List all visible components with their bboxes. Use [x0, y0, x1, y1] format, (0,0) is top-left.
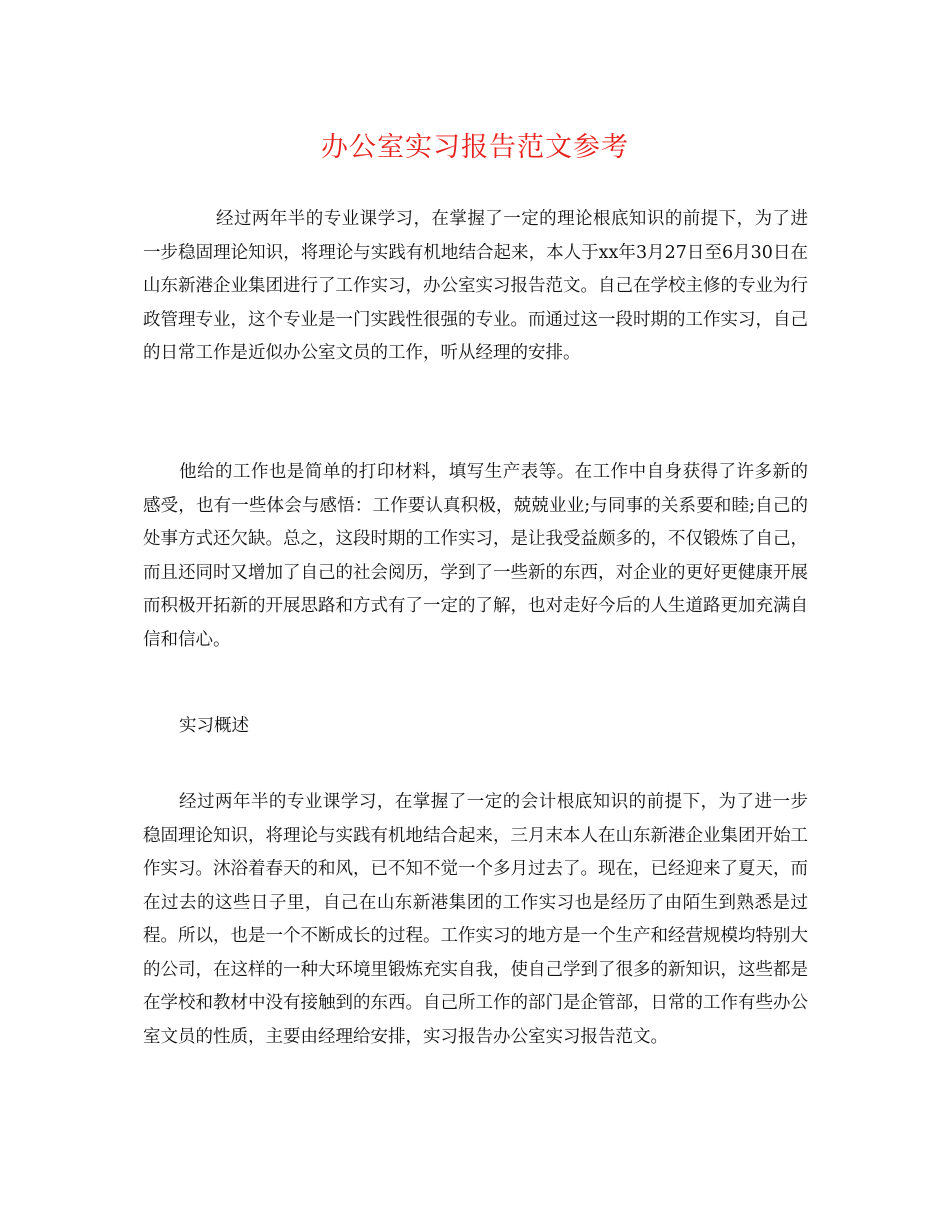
- paragraph-work-experience: 他给的工作也是简单的打印材料，填写生产表等。在工作中自身获得了许多新的感受，也有一些体会与感悟：工作要认真积极，兢兢业业;与同事的关系要和睦;自己的处事方式还欠缺。总之，这段时期的工作实习，是让我受益颇多的，不仅锻炼了自己，而且还同时又增加了自己的社会阅历，学到了一些新的东西，对企业的更好更健康开展而积极开拓新的开展思路和方式有了一定的了解，也对走好今后的人生道路更加充满自信和信心。: [143, 462, 808, 650]
- paragraph-intro: 经过两年半的专业课学习，在掌握了一定的理论根底知识的前提下，为了进一步稳固理论知识，将理论与实践有机地结合起来，本人于xx年3月27日至6月30日在山东新港企业集团进行了工作实习，办公室实习报告范文。自己在学校主修的专业为行政管理专业，这个专业是一门实践性很强的专业。而通过这一段时期的工作实习，自己的日常工作是近似办公室文员的工作，听从经理的安排。: [143, 209, 808, 363]
- page-title: 办公室实习报告范文参考: [321, 132, 629, 163]
- section-heading-overview: 实习概述: [179, 716, 249, 736]
- paragraph-overview: 经过两年半的专业课学习，在掌握了一定的会计根底知识的前提下，为了进一步稳固理论知识，将理论与实践有机地结合起来，三月末本人在山东新港企业集团开始工作实习。沐浴着春天的和风，已不知不觉一个多月过去了。现在，已经迎来了夏天，而在过去的这些日子里，自己在山东新港集团的工作实习也是经历了由陌生到熟悉是过程。所以，也是一个不断成长的过程。工作实习的地方是一个生产和经营规模均特别大的公司，在这样的一种大环境里锻炼充实自我，使自己学到了很多的新知识，这些都是在学校和教材中没有接触到的东西。自己所工作的部门是企管部，日常的工作有些办公室文员的性质，主要由经理给安排，实习报告办公室实习报告范文。: [143, 792, 808, 1047]
